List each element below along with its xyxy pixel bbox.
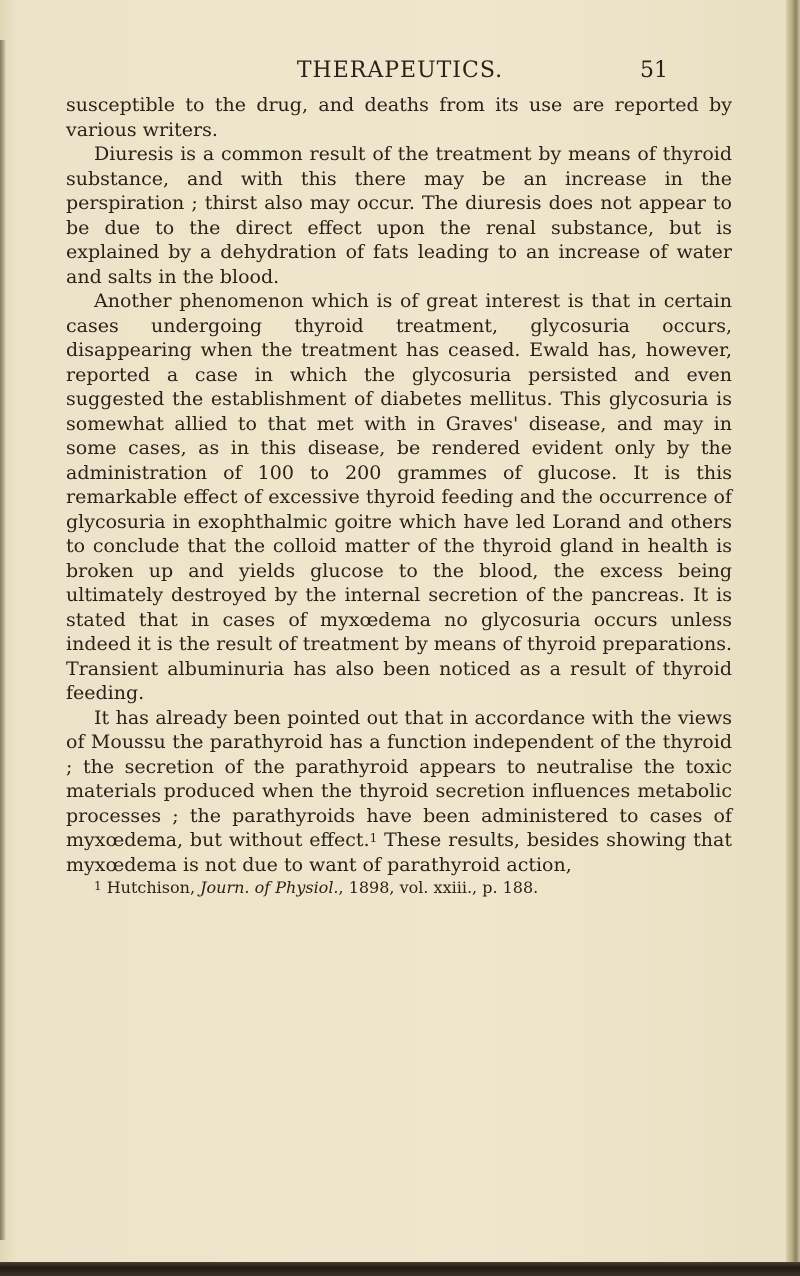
running-head: THERAPEUTICS. (296, 58, 504, 83)
footnote-author: Hutchison, (101, 878, 201, 897)
page-edge (786, 0, 800, 1276)
footnote-reference: 1 (369, 831, 378, 845)
footnote-marker: 1 (94, 879, 102, 893)
footnote (66, 877, 732, 899)
page-gutter-shadow (0, 40, 6, 1240)
page-number: 51 (640, 58, 668, 83)
paragraph-4-text-a: It has already been pointed out that in accordance with the views of Moussu the parathyroid has a function independent of the thyroid ; the secretion of the parathyroid appears to neutralise the toxic materials produced when the thyroid secretion influences metabolic processes ; the parathyroids have been administered to cases of myxœdema, but without effect. (66, 706, 732, 851)
page-header (0, 58, 800, 88)
footnote-journal: Journ. of Physiol. (200, 878, 339, 897)
paragraph-2: Diuresis is a common result of the treatment by means of thyroid substance, and with this there may be an increase in the perspiration ; thirst also may occur. The diuresis does not appear to be due to the direct effect upon the renal substance, but is explained by a dehydration of fats leading to an increase of water and salts in the blood. (66, 143, 732, 288)
footnote-citation: , 1898, vol. xxiii., p. 188. (338, 878, 539, 897)
paragraph-4 (66, 706, 732, 878)
paragraph-3: Another phenomenon which is of great interest is that in certain cases undergoing thyroid treatment, glycosuria occurs, disappearing when the treatment has ceased. Ewald has, however, reported a case in which the glycosuria persisted and even suggested the establishment of diabetes mellitus. This glycosuria is somewhat allied to that met with in Graves' disease, and may in some cases, as in this disease, be rendered evident only by the administration of 100 to 200 grammes of glucose. It is this remarkable effect of excessive thyroid feeding and the occurrence of glycosuria in exophthalmic goitre which have led Lorand and others to conclude that the colloid matter of the thyroid gland in health is broken up and yields glucose to the blood, the excess being ultimately destroyed by the internal secretion of the pancreas. It is stated that in cases of myxœdema no glycosuria occurs unless indeed it is the result of treatment by means of thyroid preparations. Transient albuminuria has also been noticed as a result of thyroid feeding. (66, 290, 732, 704)
paragraph-1: susceptible to the drug, and deaths from its use are reported by various writers. (66, 94, 732, 141)
page-bottom-edge (0, 1262, 800, 1276)
paragraph-4-text-b: These results, besides showing that myxœdema is not due to want of parathyroid action, (66, 829, 732, 876)
page-body (66, 93, 732, 899)
